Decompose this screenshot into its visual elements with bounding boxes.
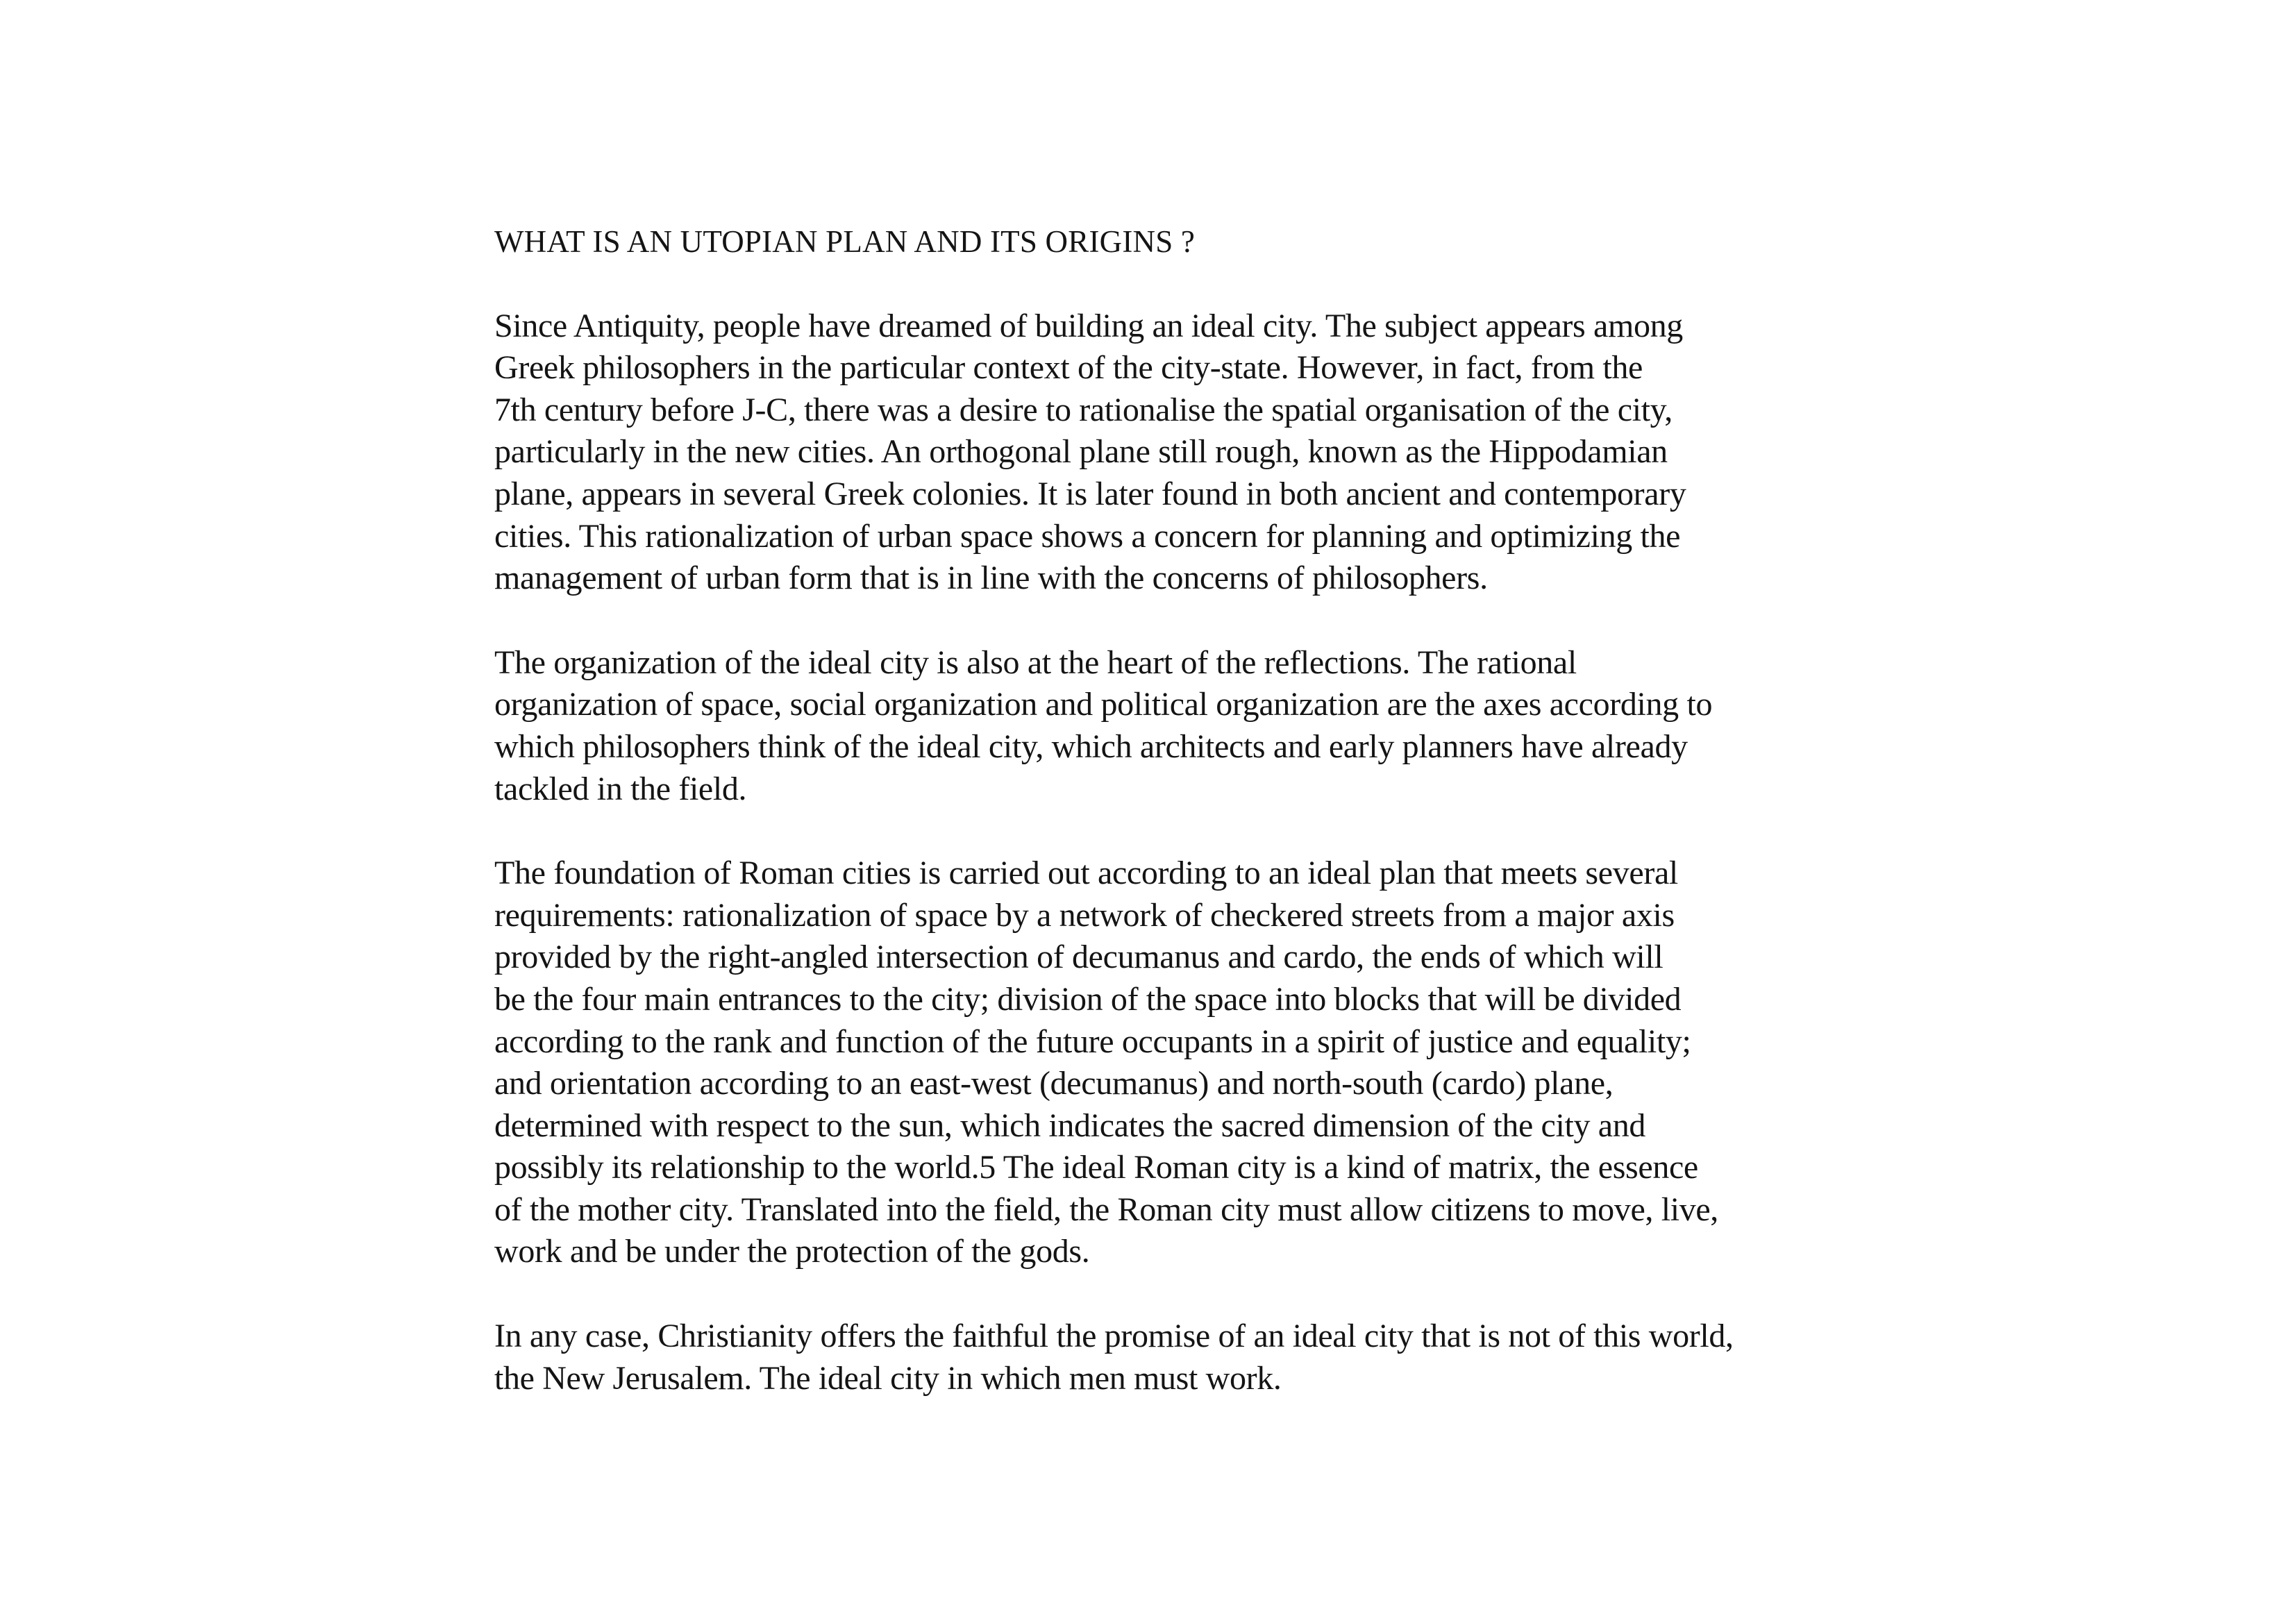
text-line: work and be under the protection of the gods. [494, 1233, 1090, 1270]
text-line: Since Antiquity, people have dreamed of building an ideal city. The subject appears among [494, 307, 1683, 344]
section-heading: WHAT IS AN UTOPIAN PLAN AND ITS ORIGINS ? [494, 224, 1196, 259]
text-line: be the four main entrances to the city; division of the space into blocks that will be divided [494, 980, 1682, 1018]
text-line: Greek philosophers in the particular context of the city-state. However, in fact, from the [494, 349, 1643, 387]
text-line: possibly its relationship to the world.5 The ideal Roman city is a kind of matrix, the essence [494, 1149, 1698, 1186]
text-line: of the mother city. Translated into the field, the Roman city must allow citizens to move, live, [494, 1191, 1718, 1228]
text-line: requirements: rationalization of space by a network of checkered streets from a major axis [494, 896, 1675, 934]
text-line: The foundation of Roman cities is carried out according to an ideal plan that meets several [494, 855, 1678, 892]
text-line: provided by the right-angled intersection of decumanus and cardo, the ends of which will [494, 939, 1664, 976]
text-line: In any case, Christianity offers the faithful the promise of an ideal city that is not of this world, [494, 1318, 1734, 1355]
text-line: determined with respect to the sun, which indicates the sacred dimension of the city and [494, 1107, 1646, 1144]
text-line: cities. This rationalization of urban space shows a concern for planning and optimizing the [494, 517, 1681, 555]
text-line: tackled in the field. [494, 770, 747, 807]
text-line: plane, appears in several Greek colonies. It is later found in both ancient and contemporary [494, 475, 1686, 512]
document-body [494, 221, 1883, 1442]
text-line: according to the rank and function of the future occupants in a spirit of justice and equality; [494, 1023, 1691, 1060]
text-line: 7th century before J-C, there was a desire to rationalise the spatial organisation of the city, [494, 391, 1673, 428]
paragraph-antiquity [494, 305, 1883, 600]
paragraph-organization [494, 642, 1883, 810]
text-line: particularly in the new cities. An orthogonal plane still rough, known as the Hippodamian [494, 433, 1668, 471]
paragraph-roman-cities [494, 852, 1883, 1273]
text-line: organization of space, social organization and political organization are the axes according to [494, 686, 1713, 723]
paragraph-christianity [494, 1315, 1883, 1399]
text-line: which philosophers think of the ideal city, which architects and early planners have already [494, 728, 1688, 765]
text-line: the New Jerusalem. The ideal city in which men must work. [494, 1359, 1282, 1397]
text-line: and orientation according to an east-west (decumanus) and north-south (cardo) plane, [494, 1065, 1614, 1102]
text-line: The organization of the ideal city is also at the heart of the reflections. The rational [494, 644, 1577, 681]
text-line: management of urban form that is in line with the concerns of philosophers. [494, 560, 1488, 597]
